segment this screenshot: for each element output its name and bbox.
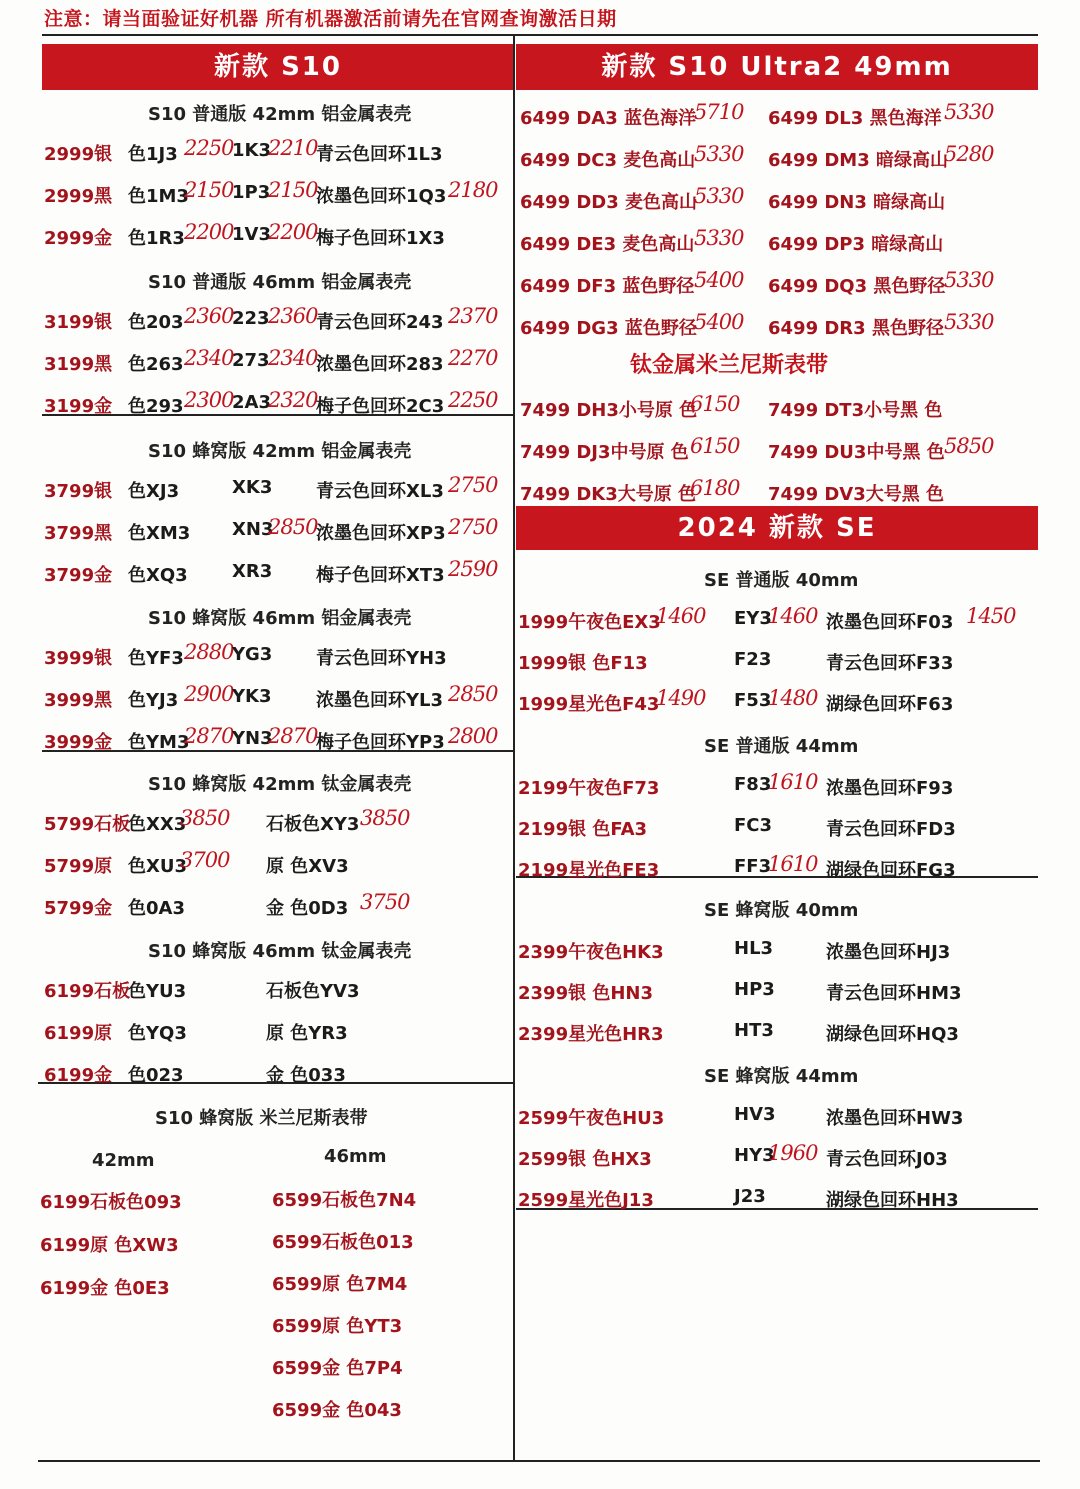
handwritten-price: 2370 [448,304,498,328]
price-cell: 3199金 [44,396,113,417]
se-price-cell: 2599星光色J13 [518,1190,654,1211]
se-model-cell: HP3 [734,979,775,1000]
handwritten-price: 2200 [268,220,318,244]
se-section-heading: SE 普通版 44mm [704,736,859,757]
milan-item-46: 6599石板色013 [272,1232,414,1253]
handwritten-price: 1460 [768,604,818,628]
handwritten-price: 5280 [944,142,994,166]
model-cell: 青云色回环1L3 [316,144,443,165]
price-cell: 5799原 [44,856,113,877]
price-cell: 3799金 [44,565,113,586]
table-row [0,515,512,549]
bottom-rule [38,1460,1040,1462]
se-model-cell: 浓墨色回环HJ3 [826,942,951,963]
model-cell: 青云色回环243 [316,312,444,333]
handwritten-price: 3700 [180,848,230,872]
handwritten-price: 2320 [268,388,318,412]
handwritten-price: 5400 [694,268,744,292]
se-model-cell: HL3 [734,938,774,959]
se-model-cell: HV3 [734,1104,776,1125]
handwritten-price: 2750 [448,515,498,539]
handwritten-price: 2750 [448,473,498,497]
table-row [0,392,1080,426]
model-cell: 1P3 [232,182,271,203]
model-cell: 浓墨色回环XP3 [316,523,446,544]
model-cell: 金 色033 [266,1065,346,1086]
titanium-heading: 钛金属米兰尼斯表带 [630,353,829,378]
ti-model-cell: 7499 DU3中号黑 色 [768,442,945,463]
se-title: 2024 新款 SE [677,513,877,543]
table-row [0,310,1080,344]
handwritten-price: 1490 [656,686,706,710]
ultra-model-cell: 6499 DC3 麦色高山 [520,150,696,171]
table-row [0,649,1080,679]
table-row [0,1104,1080,1134]
milan-size-42: 42mm [92,1150,155,1171]
model-cell: 梅子色回环1X3 [316,228,445,249]
ultra-title: 新款 S10 Ultra2 49mm [601,52,953,82]
se-model-cell: 浓墨色回环F93 [826,778,954,799]
handwritten-price: 2360 [184,304,234,328]
model-cell: 浓墨色回环YL3 [316,690,444,711]
model-cell: 色1J3 [128,144,178,165]
model-cell: 色XU3 [128,856,188,877]
handwritten-price: 5330 [694,142,744,166]
ultra-model-cell: 6499 DL3 黑色海洋 [768,108,942,129]
handwritten-price: 5330 [944,100,994,124]
handwritten-price: 5850 [944,434,994,458]
handwritten-price: 2180 [448,178,498,202]
handwritten-price: 6180 [690,476,740,500]
se-price-cell: 1999星光色F43 [518,694,660,715]
model-cell: 色YQ3 [128,1023,187,1044]
ultra-model-cell: 6499 DN3 暗绿高山 [768,192,946,213]
se-price-cell: 1999午夜色EX3 [518,612,661,633]
se-model-cell: FC3 [734,815,773,836]
model-cell: 223 [232,308,270,329]
model-cell: XK3 [232,477,273,498]
milan-item-46: 6599金 色7P4 [272,1358,403,1379]
milan-item-42: 6199石板色093 [40,1192,182,1213]
model-cell: 2A3 [232,392,271,413]
handwritten-price: 5330 [944,268,994,292]
ti-model-cell: 7499 DJ3中号原 色 [520,442,689,463]
handwritten-price: 2270 [448,346,498,370]
se-section-heading: SE 蜂窝版 40mm [704,900,859,921]
milan-size-46: 46mm [324,1146,387,1167]
se-model-cell: 青云色回环F33 [826,653,954,674]
table-row [0,979,1080,1009]
handwritten-price: 5710 [694,100,744,124]
se-model-cell: F53 [734,690,772,711]
model-cell: YN3 [232,728,273,749]
model-cell: 金 色0D3 [266,898,349,919]
notice-text: 注意：请当面验证好机器 所有机器激活前请先在官网查询激活日期 [44,8,617,30]
ultra-model-cell: 6499 DM3 暗绿高山 [768,150,949,171]
handwritten-price: 2360 [268,304,318,328]
model-cell: 梅子色回环2C3 [316,396,445,417]
table-row [0,1061,512,1091]
handwritten-price: 2150 [184,178,234,202]
section-heading: S10 蜂窝版 46mm 钛金属表壳 [148,941,412,962]
handwritten-price: 1480 [768,686,818,710]
model-cell: 273 [232,350,270,371]
table-row [0,476,1080,510]
table-row [0,724,512,758]
se-price-cell: 2599银 色HX3 [518,1149,652,1170]
section-heading: S10 蜂窝版 42mm 钛金属表壳 [148,774,412,795]
se-price-cell: 2399银 色HN3 [518,983,654,1004]
table-row [0,604,1080,638]
table-row [0,557,512,591]
model-cell: 色023 [128,1065,184,1086]
handwritten-price: 2150 [268,178,318,202]
milan-item-46: 6599原 色7M4 [272,1274,408,1295]
price-cell: 2999银 [44,144,113,165]
se-price-cell: 2599午夜色HU3 [518,1108,665,1129]
handwritten-price: 3850 [360,806,410,830]
milan-item-46: 6599原 色YT3 [272,1316,403,1337]
milan-item-46: 6599石板色7N4 [272,1190,417,1211]
model-cell: 石板色XY3 [266,814,360,835]
table-row [0,184,1080,218]
section-heading: S10 蜂窝版 42mm 铝金属表壳 [148,441,412,462]
top-rule [42,34,1038,36]
se-model-cell: 青云色回环J03 [826,1149,948,1170]
section-heading: S10 普通版 46mm 铝金属表壳 [148,272,412,293]
se-model-cell: 湖绿色回环F63 [826,694,954,715]
handwritten-price: 2340 [184,346,234,370]
model-cell: 浓墨色回环283 [316,354,444,375]
model-cell: 色1R3 [128,228,185,249]
price-cell: 5799石板 [44,814,131,835]
table-row [0,686,1080,720]
ultra-model-cell: 6499 DA3 蓝色海洋 [520,108,697,129]
se-model-cell: 浓墨色回环F03 [826,612,954,633]
model-cell: 色XQ3 [128,565,188,586]
se-model-cell: 浓墨色回环HW3 [826,1108,964,1129]
model-cell: 色XM3 [128,523,191,544]
model-cell: 青云色回环YH3 [316,648,447,669]
price-cell: 3999金 [44,732,113,753]
model-cell: 色293 [128,396,184,417]
handwritten-price: 2800 [448,724,498,748]
handwritten-price: 5330 [694,184,744,208]
model-cell: 色YU3 [128,981,187,1002]
handwritten-price: 2880 [184,640,234,664]
handwritten-price: 2200 [184,220,234,244]
price-cell: 3799银 [44,481,113,502]
model-cell: 1V3 [232,224,271,245]
table-row [0,1020,1080,1050]
ti-model-cell: 7499 DT3小号黑 色 [768,400,943,421]
section-heading: S10 普通版 42mm 铝金属表壳 [148,104,412,125]
se-price-cell: 2399午夜色HK3 [518,942,664,963]
handwritten-price: 5330 [944,310,994,334]
table-row [0,100,1080,134]
se-model-cell: HT3 [734,1020,774,1041]
model-cell: 1K3 [232,140,271,161]
price-cell: 6199金 [44,1065,113,1086]
table-row [0,1141,1080,1175]
model-cell: YK3 [232,686,272,707]
handwritten-price: 2210 [268,136,318,160]
milan-item-42: 6199金 色0E3 [40,1278,170,1299]
price-cell: 3999银 [44,648,113,669]
ultra-model-cell: 6499 DR3 黑色野径 [768,318,944,339]
model-cell: 色1M3 [128,186,189,207]
section-heading: S10 蜂窝版 46mm 铝金属表壳 [148,608,412,629]
model-cell: YG3 [232,644,273,665]
table-row [0,434,1080,468]
handwritten-price: 2870 [268,724,318,748]
se-model-cell: 湖绿色回环HH3 [826,1190,959,1211]
handwritten-price: 2850 [268,515,318,539]
handwritten-price: 1610 [768,770,818,794]
se-model-cell: FF3 [734,856,772,877]
model-cell: 原 色YR3 [266,1023,348,1044]
milan-heading: S10 蜂窝版 米兰尼斯表带 [155,1108,368,1129]
price-cell: 3799黑 [44,523,113,544]
ultra-model-cell: 6499 DP3 暗绿高山 [768,234,944,255]
model-cell: 石板色YV3 [266,981,360,1002]
handwritten-price: 2340 [268,346,318,370]
se-model-cell: F23 [734,649,772,670]
handwritten-price: 3850 [180,806,230,830]
model-cell: 色YM3 [128,732,190,753]
price-cell: 3199黑 [44,354,113,375]
handwritten-price: 1460 [656,604,706,628]
se-model-cell: J23 [734,1186,766,1207]
se-title-band [516,506,1038,550]
price-cell: 3199银 [44,312,113,333]
price-cell: 6199石板 [44,981,131,1002]
handwritten-price: 1960 [768,1141,818,1165]
handwritten-price: 3750 [360,890,410,914]
ultra-model-cell: 6499 DF3 蓝色野径 [520,276,695,297]
model-cell: 色0A3 [128,898,185,919]
handwritten-price: 2870 [184,724,234,748]
table-row [0,346,512,380]
price-cell: 2999金 [44,228,113,249]
s10-title-band [42,44,514,90]
model-cell: 色263 [128,354,184,375]
ultra-model-cell: 6499 DD3 麦色高山 [520,192,698,213]
model-cell: 浓墨色回环1Q3 [316,186,447,207]
handwritten-price: 2250 [448,388,498,412]
model-cell: 梅子色回环XT3 [316,565,445,586]
model-cell: 色XX3 [128,814,187,835]
se-section-heading: SE 蜂窝版 44mm [704,1066,859,1087]
model-cell: 色YJ3 [128,690,179,711]
se-model-cell: EY3 [734,608,772,629]
handwritten-price: 1450 [966,604,1016,628]
model-cell: 色203 [128,312,184,333]
table-row [0,770,1080,804]
se-price-cell: 2199星光色FE3 [518,860,660,881]
se-price-cell: 2199银 色FA3 [518,819,648,840]
milan-item-42: 6199原 色XW3 [40,1235,179,1256]
table-row [0,268,1080,302]
ti-model-cell: 7499 DK3大号原 色 [520,484,697,505]
se-price-cell: 2199午夜色F73 [518,778,660,799]
price-cell: 5799金 [44,898,113,919]
handwritten-price: 5330 [694,226,744,250]
ultra-model-cell: 6499 DQ3 黑色野径 [768,276,946,297]
model-cell: 原 色XV3 [266,856,349,877]
model-cell: 青云色回环XL3 [316,481,444,502]
price-cell: 6199原 [44,1023,113,1044]
table-row [0,938,1080,968]
table-row [0,1186,1080,1216]
se-price-cell: 1999银 色F13 [518,653,648,674]
handwritten-price: 2900 [184,682,234,706]
handwritten-price: 2250 [184,136,234,160]
price-cell: 2999黑 [44,186,113,207]
handwritten-price: 2300 [184,388,234,412]
handwritten-price: 2590 [448,557,498,581]
ultra-model-cell: 6499 DE3 麦色高山 [520,234,695,255]
table-row [0,815,1080,845]
se-model-cell: 湖绿色回环HQ3 [826,1024,959,1045]
model-cell: 梅子色回环YP3 [316,732,445,753]
model-cell: 色XJ3 [128,481,180,502]
se-model-cell: 青云色回环FD3 [826,819,956,840]
se-price-cell: 2399星光色HR3 [518,1024,664,1045]
price-cell: 3999黑 [44,690,113,711]
milan-item-46: 6599金 色043 [272,1400,402,1421]
se-model-cell: HY3 [734,1145,775,1166]
model-cell: XN3 [232,519,274,540]
se-model-cell: 湖绿色回环FG3 [826,860,956,881]
ultra-model-cell: 6499 DG3 蓝色野径 [520,318,697,339]
table-row [0,890,512,924]
se-model-cell: F83 [734,774,772,795]
table-row [0,142,1080,176]
handwritten-price: 6150 [690,434,740,458]
handwritten-price: 2850 [448,682,498,706]
model-cell: 色YF3 [128,648,184,669]
handwritten-price: 5400 [694,310,744,334]
s10-title: 新款 S10 [214,52,342,82]
handwritten-price: 6150 [690,392,740,416]
table-row [0,226,1080,260]
ti-model-cell: 7499 DH3小号原 色 [520,400,698,421]
se-section-heading: SE 普通版 40mm [704,570,859,591]
table-row [0,852,1080,886]
ultra-title-band [516,44,1038,90]
model-cell: XR3 [232,561,273,582]
ti-model-cell: 7499 DV3大号黑 色 [768,484,945,505]
se-model-cell: 青云色回环HM3 [826,983,962,1004]
handwritten-price: 1610 [768,852,818,876]
